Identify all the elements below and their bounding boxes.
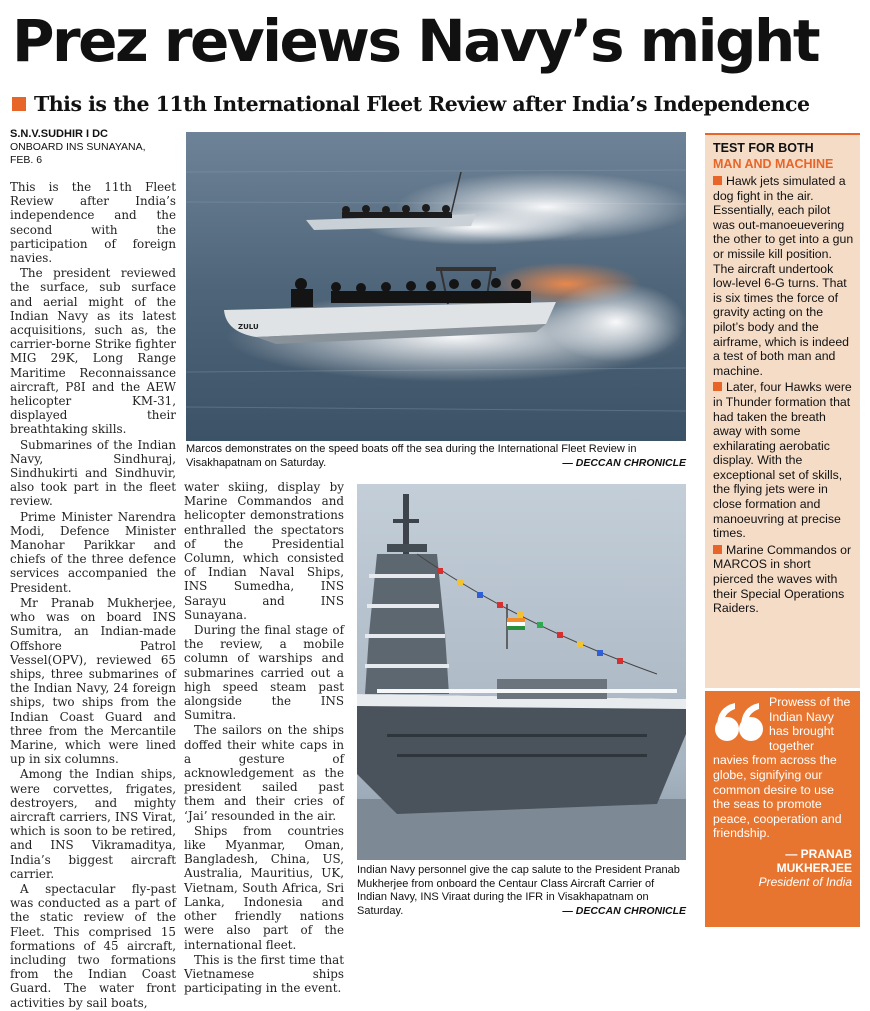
photo-2-caption: [357, 864, 686, 918]
article-paragraph: This is the first time that Vietnamese ships participating in the event.: [184, 952, 344, 996]
pull-quote-box: [705, 691, 860, 927]
speed-boats-illustration: [186, 132, 686, 441]
article-paragraph: Submarines of the Indian Navy, Sindhuraj, Sindhukirti and Sindhuvir, also took part in the fleet review.: [10, 437, 176, 509]
boat-marking: ZULU: [238, 323, 259, 331]
orange-square-bullet-icon: [12, 97, 26, 111]
photo-2-credit: — DECCAN CHRONICLE: [562, 904, 686, 917]
article-column-1: [10, 180, 176, 1011]
article-paragraph: water skiing, display by Marine Commandos and helicopter demonstrations enthralled the spectators of the Presidential Column, which consisted of Indian Naval Ships, INS Sumedha, INS Sarayu and INS Sunayana.: [184, 480, 344, 622]
orange-square-bullet-icon: [713, 545, 722, 554]
article-paragraph: The president reviewed the surface, sub surface and aerial might of the Indian Navy as its latest acquisitions, such as, the carrier-borne Strike fighter MIG 29K, Long Range Maritime Reconnaissance aircraft, P8I and the AEW helicopter KM-31, displayed their breathtaking skills.: [10, 266, 176, 437]
sidebar-paragraph-text: Marine Commandos or MARCOS in short pierced the waves with their Special Operations Raiders.: [713, 542, 852, 616]
quote-mark-icon: [713, 699, 765, 745]
sidebar-paragraph: [713, 380, 854, 541]
sidebar-paragraph-text: Later, four Hawks were in Thunder formation that had taken the breath away with some exhilarating aerobatic display. With the exceptional set of skills, the flying jets were in close formation and manoeuvring at precise times.: [713, 380, 852, 541]
article-paragraph: Prime Minister Narendra Modi, Defence Minister Manohar Parikkar and chiefs of the three defence services accompanied the President.: [10, 509, 176, 595]
aircraft-carrier-photo: [357, 484, 686, 860]
photo-1-credit: — DECCAN CHRONICLE: [562, 456, 686, 469]
orange-square-bullet-icon: [713, 382, 722, 391]
photo-1-caption-text: Marcos demonstrates on the speed boats off the sea during the International Fleet Review in Visakhapatnam on Saturday.: [186, 443, 637, 469]
sidebar-title: TEST FOR BOTH: [713, 141, 814, 155]
article-paragraph: During the final stage of the review, a mobile column of warships and submarines carried out a high speed steam past alongside the INS Sumitra.: [184, 623, 344, 723]
aircraft-carrier-illustration: [357, 484, 686, 860]
pull-quote-body: Prowess of the Indian Navy has brought together navies from across the globe, signifying our common desire to use the seas to promote peace, cooperation and friendship.: [713, 695, 851, 841]
sidebar-subtitle: MAN AND MACHINE: [713, 157, 834, 171]
article-paragraph: This is the 11th Fleet Review after India’s independence and the second with the participation of foreign navies.: [10, 180, 176, 266]
subheadline: [12, 90, 862, 118]
photo-2-caption-text: Indian Navy personnel give the cap salute to the President Pranab Mukherjee from onboard the Centaur Class Aircraft Carrier of Indian Navy, INS Viraat during the IFR in Visakhapatnam on Saturday.: [357, 864, 680, 917]
article-paragraph: Mr Pranab Mukherjee, who was on board INS Sumitra, an Indian-made Offshore Patrol Vessel(OPV), reviewed 65 ships, three submarines of the Indian Navy, 24 foreign ships, two ships from the Indian Coast Guard and three from the Mercantile Marine, which were lined up in six columns.: [10, 595, 176, 767]
byline-location: ONBOARD INS SUNAYANA,: [10, 141, 146, 153]
subheadline-text: This is the 11th International Fleet Review after India’s Independence: [34, 92, 810, 116]
pull-quote-role: President of India: [758, 874, 852, 889]
byline: [10, 128, 175, 167]
speed-boats-photo: [186, 132, 686, 441]
byline-author: S.N.V.SUDHIR I DC: [10, 128, 109, 140]
sidebar-paragraph-text: Hawk jets simulated a dog fight in the air. Essentially, each pilot was out-manoeuevering the other to get into a gun or missile kill position. The aircraft undertook low-level 6-G turns. That is six times the force of gravity acting on the pilot’s body and the airframe, which is indeed a test of both man and machine.: [713, 174, 854, 378]
photo-1-caption: [186, 443, 686, 470]
headline: Prez reviews Navy’s might: [12, 7, 819, 75]
byline-date: FEB. 6: [10, 154, 43, 166]
article-paragraph: Ships from countries like Myanmar, Oman, Bangladesh, China, US, Australia, Mauritius, UK, Vietnam, South Africa, Sri Lanka, Indonesia and other friendly nations were also part of the international fleet.: [184, 823, 344, 952]
article-paragraph: A spectacular fly-past was conducted as a part of the static review of the Fleet. This comprised 15 formations of 45 aircraft, including two formations from the Indian Coast Guard. The water front activities by sail boats,: [10, 881, 176, 1010]
article-paragraph: Among the Indian ships, were corvettes, frigates, destroyers, and mighty aircraft carriers, INS Virat, which is soon to be retired, and INS Vikramaditya, India’s biggest aircraft carrier.: [10, 767, 176, 881]
article-paragraph: The sailors on the ships doffed their white caps in a gesture of acknowledgement as the president sailed past them and their cries of ‘Jai’ resounded in the air.: [184, 723, 344, 823]
article-column-2: [184, 480, 344, 996]
pull-quote-attribution: — PRANAB MUKHERJEE: [776, 846, 852, 875]
sidebar-paragraph: [713, 543, 854, 616]
orange-square-bullet-icon: [713, 176, 722, 185]
sidebar-paragraph: [713, 174, 854, 378]
sidebar-box: [705, 133, 860, 688]
